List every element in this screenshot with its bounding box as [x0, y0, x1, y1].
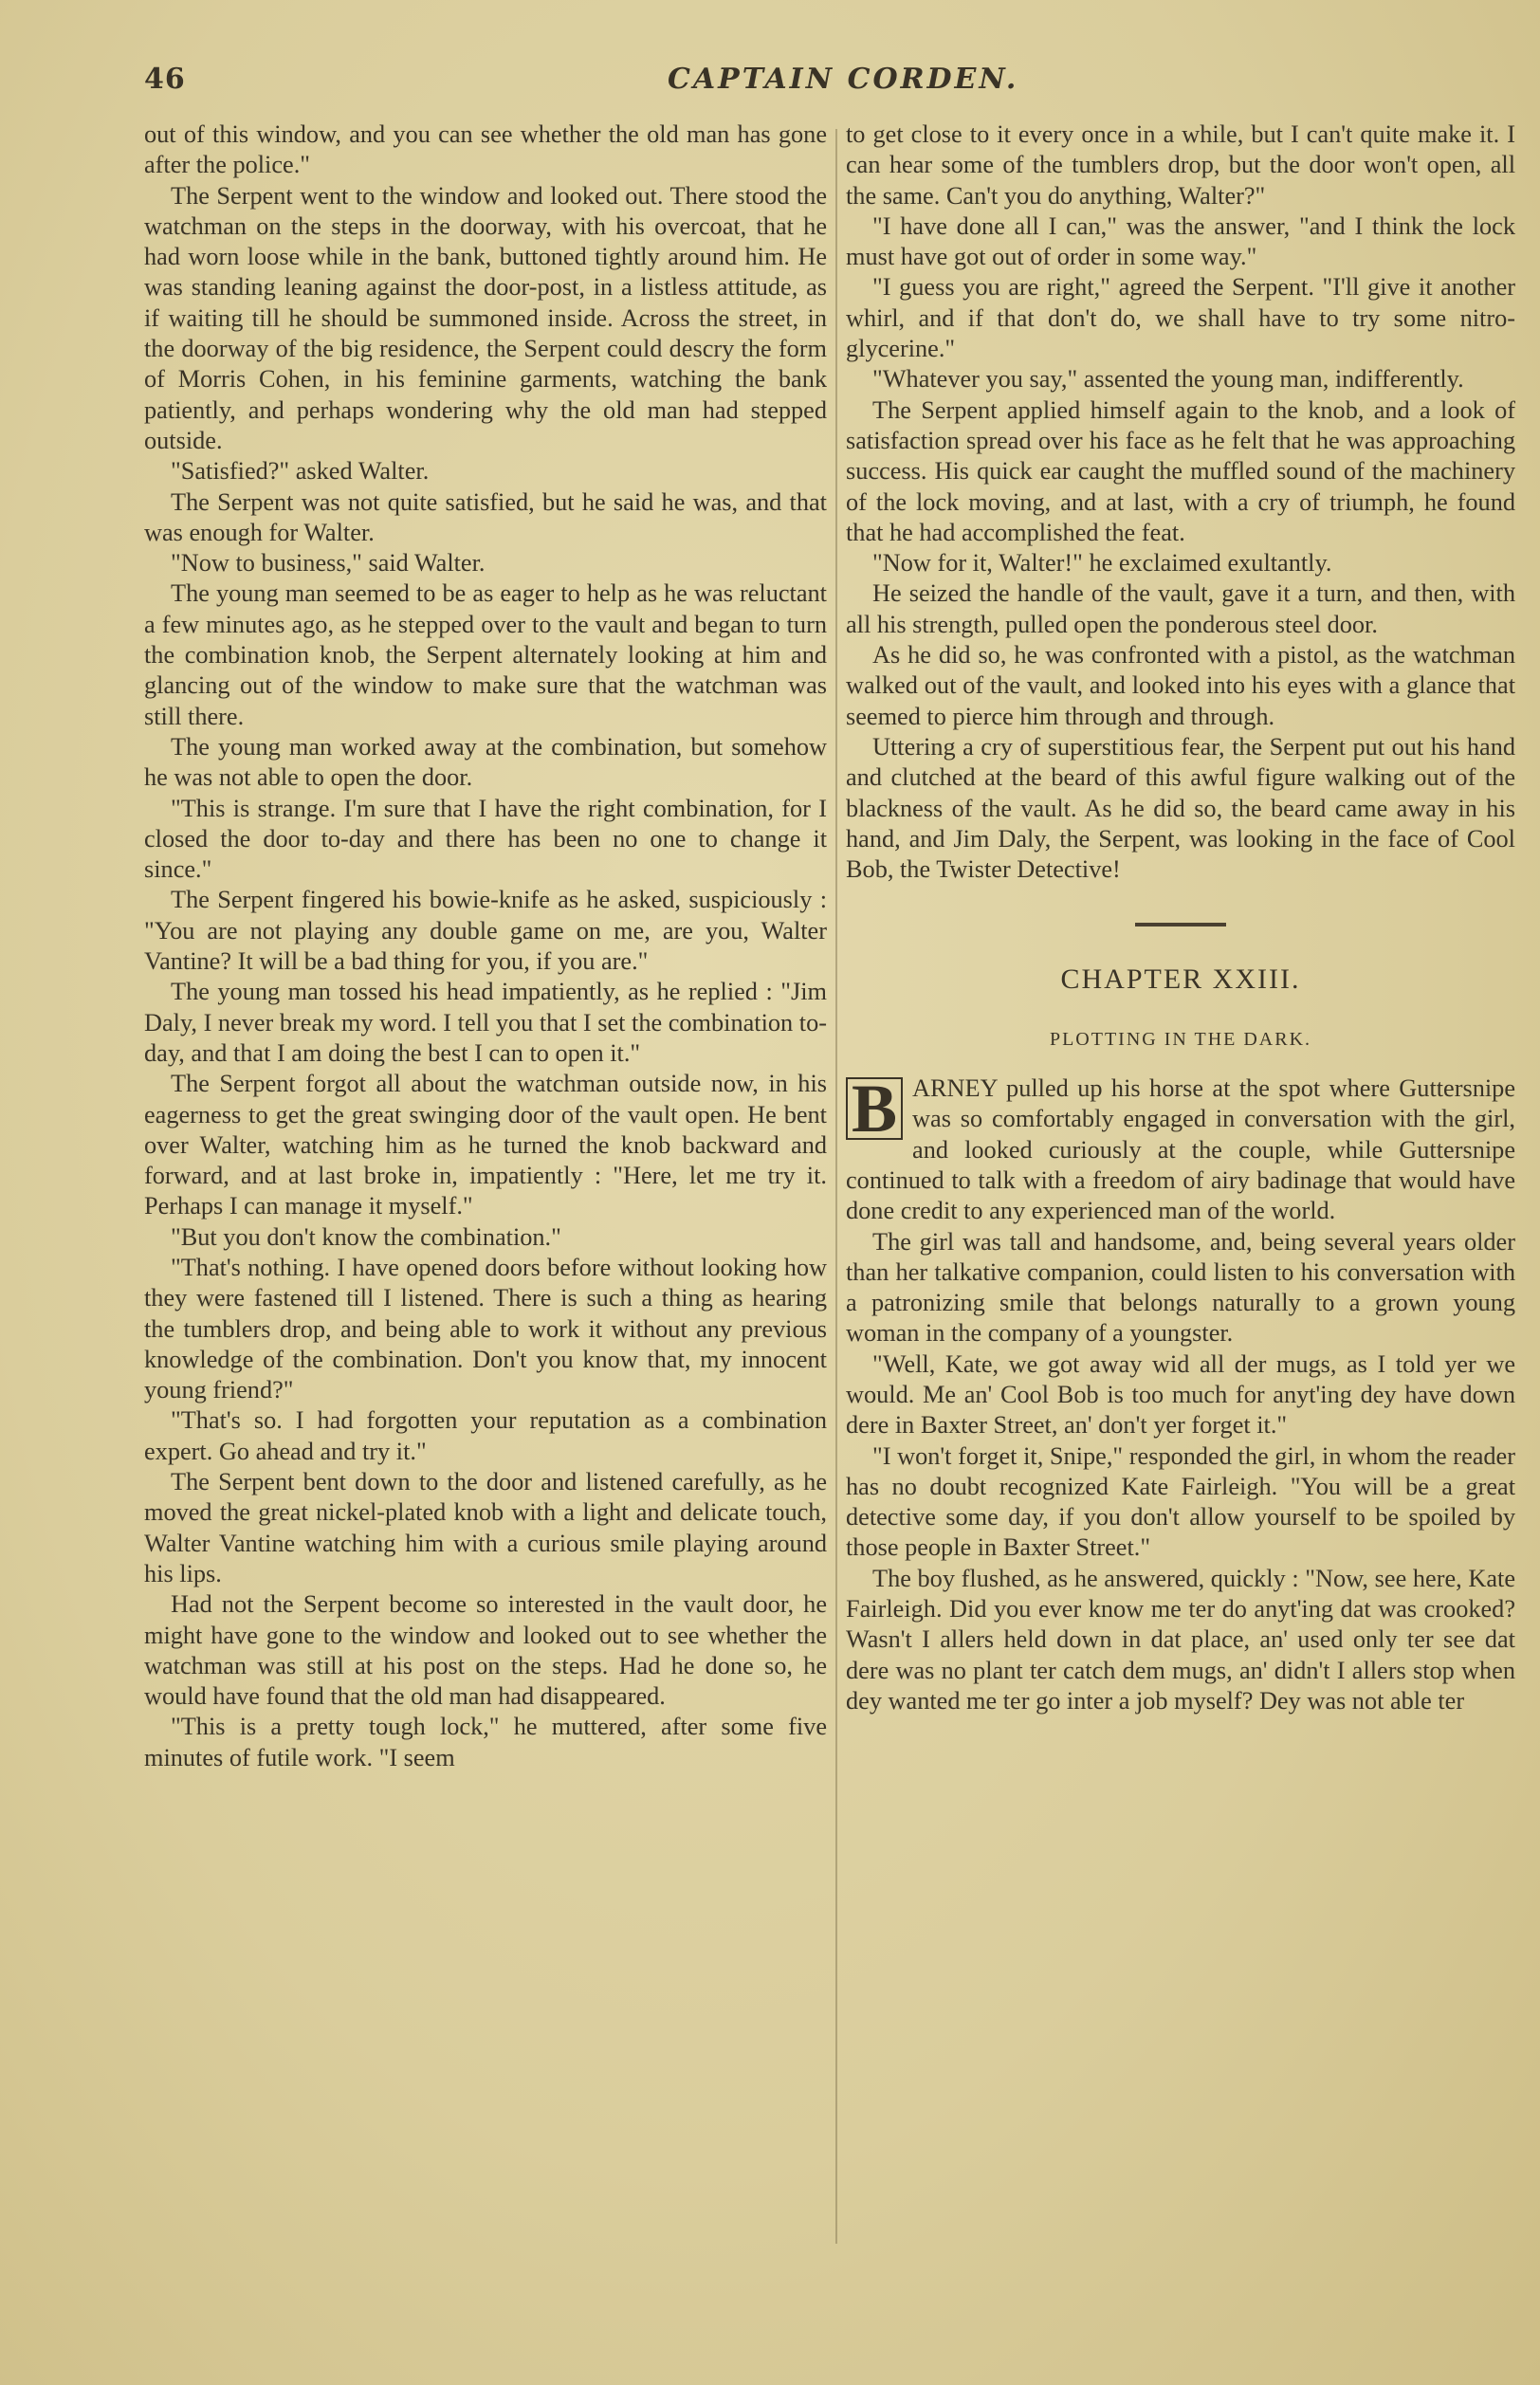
paragraph: "I won't forget it, Snipe," responded the girl, in whom the reader has no doubt recognized Kate Fairleigh. "You will be a great detective some day, if you don't allow yourself to be spoiled by those people in Baxter Street."	[846, 1441, 1515, 1562]
paragraph: "This is strange. I'm sure that I have the right combination, for I closed the door to-day and there has been no one to change it since."	[144, 794, 827, 884]
paragraph: The Serpent fingered his bowie-knife as he asked, suspiciously : "You are not playing any double game on me, are you, Walter Vantine? It will be a bad thing for you, if you are."	[144, 886, 827, 976]
paragraph: "Whatever you say," assented the young man, indifferently.	[872, 365, 1464, 394]
paragraph: The young man tossed his head impatiently, as he replied : "Jim Daly, I never break my word. I tell you that I set the combination to-day, and that I am doing the best I can to open it."	[144, 978, 827, 1067]
left-column	[144, 119, 827, 2367]
paragraph: The Serpent applied himself again to the knob, and a look of satisfaction spread over his face as he felt that he was approaching success. His quick ear caught the muffled sound of the machinery of the lock moving, and at last, with a cry of triumph, he found that he had accomplished the feat.	[846, 395, 1515, 546]
paragraph: Uttering a cry of superstitious fear, the Serpent put out his hand and clutched at the beard of this awful figure walking out of the blackness of the vault. As he did so, the beard came away in his hand, and Jim Daly, the Serpent, was looking in the face of Cool Bob, the Twister Detective!	[846, 732, 1515, 884]
paragraph: "That's so. I had forgotten your reputation as a combination expert. Go ahead and try it."	[144, 1406, 827, 1465]
section-rule	[1135, 923, 1226, 926]
paragraph: The Serpent forgot all about the watchman outside now, in his eagerness to get the great swinging door of the vault open. He bent over Walter, watching him as he turned the knob backward and forward, and at last broke in, impatiently : "Here, let me try it. Perhaps I can manage it myself."	[144, 1070, 827, 1220]
paragraph: The girl was tall and handsome, and, being several years older than her talkative companion, could listen to his conversation with a patronizing smile that belongs naturally to a grown young woman in the company of a youngster.	[846, 1227, 1515, 1348]
paragraph: The boy flushed, as he answered, quickly : "Now, see here, Kate Fairleigh. Did you ever know me ter do anyt'ing dat was crooked? Wasn't I allers held down in dat place, an' used only ter see dat dere was no plant ter catch dem mugs, an' didn't I allers stop when dey wanted me ter go inter a job myself? Dey was not able ter	[846, 1564, 1515, 1715]
paragraph: The young man worked away at the combination, but somehow he was not able to open the door.	[144, 732, 827, 792]
paragraph: The Serpent was not quite satisfied, but he said he was, and that was enough for Walter.	[144, 487, 827, 546]
paragraph: He seized the handle of the vault, gave it a turn, and then, with all his strength, pulled open the ponderous steel door.	[846, 579, 1515, 638]
paragraph: The young man seemed to be as eager to help as he was reluctant a few minutes ago, as he stepped over to the vault and began to turn the combination knob, the Serpent alternately looking at him and glancing out of the window to make sure that the watchman was still there.	[144, 579, 827, 730]
page-header	[144, 63, 1529, 110]
paragraph: "Satisfied?" asked Walter.	[171, 457, 430, 486]
chapter-opening-paragraph	[846, 1073, 1515, 1226]
chapter-opening-text: ARNEY pulled up his horse at the spot where Guttersnipe was so comfortably engaged in conversation with the girl, and looked curiously at the couple, while Guttersnipe continued to talk with a freedom of airy badinage that would have done credit to any experienced man of the world.	[846, 1074, 1515, 1225]
right-column-bottom	[846, 1227, 1515, 1717]
paragraph: "Now for it, Walter!" he exclaimed exultantly.	[872, 549, 1332, 578]
paragraph: "Now to business," said Walter.	[171, 549, 486, 578]
paragraph: "I guess you are right," agreed the Serpent. "I'll give it another whirl, and if that don't do, we shall have to try some nitro-glycerine."	[846, 273, 1515, 363]
column-divider	[835, 129, 837, 2244]
chapter-subtitle: PLOTTING IN THE DARK.	[1049, 1028, 1312, 1050]
paragraph: "That's nothing. I have opened doors before without looking how they were fastened till I listened. There is such a thing as hearing the tumblers drop, and being able to work it without any previous knowledge of the combination. Don't you know that, my innocent young friend?"	[144, 1253, 827, 1404]
paragraph: "This is a pretty tough lock," he muttered, after some five minutes of futile work. "I seem	[144, 1713, 827, 1771]
paragraph: As he did so, he was confronted with a pistol, as the watchman walked out of the vault, and looked into his eyes with a glance that seemed to pierce him through and through.	[846, 641, 1515, 730]
paragraph: The Serpent bent down to the door and listened carefully, as he moved the great nickel-plated knob with a light and delicate touch, Walter Vantine watching him with a curious smile playing around his lips.	[144, 1468, 827, 1587]
paragraph: Had not the Serpent become so interested in the vault door, he might have gone to the window and looked out to see whether the watchman was still at his post on the steps. Had he done so, he would have found that the old man had disappeared.	[144, 1590, 827, 1711]
right-column-top	[846, 119, 1515, 885]
paragraph: "But you don't know the combination."	[171, 1222, 561, 1251]
paragraph: The Serpent went to the window and looked out. There stood the watchman on the steps in the doorway, with his overcoat, that he had worn loose while in the bank, buttoned tightly around him. He was standing leaning against the door-post, in a listless attitude, as if waiting till he should be summoned inside. Across the street, in the doorway of the big residence, the Serpent could descry the form of Morris Cohen, in his feminine garments, watching the bank patiently, and perhaps wondering why the old man had stepped outside.	[144, 181, 827, 454]
paragraph: "Well, Kate, we got away wid all der mugs, as I told yer we would. Me an' Cool Bob is too much for anyt'ing dey have down dere in Baxter Street, an' don't yer forget it."	[846, 1349, 1515, 1440]
paragraph: out of this window, and you can see whether the old man has gone after the police."	[144, 120, 827, 179]
right-column	[846, 119, 1515, 2367]
paragraph: "I have done all I can," was the answer, "and I think the lock must have got out of order in some way."	[846, 211, 1515, 271]
running-title: CAPTAIN CORDEN.	[668, 63, 1019, 96]
drop-cap: B	[846, 1077, 903, 1140]
paragraph: to get close to it every once in a while, but I can't quite make it. I can hear some of the tumblers drop, but the door won't open, all the same. Can't you do anything, Walter?"	[846, 120, 1515, 210]
chapter-title: CHAPTER XXIII.	[1060, 963, 1301, 996]
page-number: 46	[144, 63, 186, 96]
